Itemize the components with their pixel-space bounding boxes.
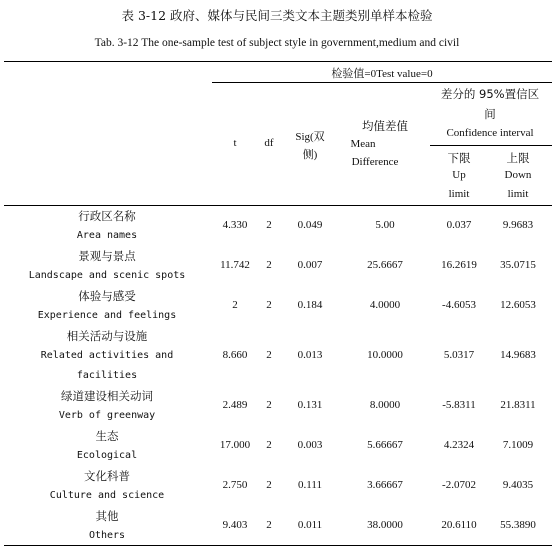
cell-sig: 0.111 bbox=[298, 479, 322, 491]
row-label-en: Landscape and scenic spots bbox=[28, 270, 186, 281]
cell-t: 2 bbox=[232, 299, 238, 311]
row-label-en: Culture and science bbox=[49, 490, 165, 501]
cell-t: 2.750 bbox=[222, 479, 248, 491]
cell-lower: 4.2324 bbox=[443, 439, 475, 451]
cell-sig: 0.013 bbox=[297, 349, 323, 361]
row-label bbox=[4, 386, 210, 426]
mean-header-en2: Difference bbox=[351, 156, 399, 168]
cell-upper: 14.9683 bbox=[500, 349, 536, 361]
cell-mean: 10.0000 bbox=[367, 349, 403, 361]
cell-upper: 35.0715 bbox=[500, 259, 536, 271]
cell-upper: 7.1009 bbox=[502, 439, 534, 451]
cell-mean: 3.66667 bbox=[367, 479, 403, 491]
row-label-cn: 绿道建设相关动词 bbox=[61, 389, 153, 403]
test-value-rule bbox=[212, 82, 552, 83]
cell-upper: 21.8311 bbox=[500, 399, 536, 411]
cell-df: 2 bbox=[266, 299, 272, 311]
mean-header-cn: 均值差值 bbox=[362, 119, 408, 133]
cell-t: 4.330 bbox=[222, 219, 248, 231]
test-value-header: 检验值=0Test value=0 bbox=[331, 68, 433, 80]
lower-header-cn: 下限 bbox=[447, 151, 471, 165]
cell-mean: 4.0000 bbox=[369, 299, 401, 311]
ci-header-en: Confidence interval bbox=[446, 127, 534, 139]
mean-header-en1: Mean bbox=[350, 138, 376, 150]
cell-mean: 5.66667 bbox=[367, 439, 403, 451]
cell-lower: 20.6110 bbox=[441, 519, 477, 531]
row-label-cn: 体验与感受 bbox=[78, 289, 136, 303]
cell-mean: 38.0000 bbox=[367, 519, 403, 531]
row-label bbox=[4, 206, 210, 246]
row-label-cn: 文化科普 bbox=[84, 469, 130, 483]
cell-t: 9.403 bbox=[222, 519, 248, 531]
cell-mean: 25.6667 bbox=[367, 259, 403, 271]
ci-rule bbox=[430, 145, 552, 146]
cell-t: 2.489 bbox=[222, 399, 248, 411]
row-label-cn: 生态 bbox=[95, 429, 119, 443]
cell-t: 17.000 bbox=[219, 439, 251, 451]
row-label bbox=[4, 466, 210, 506]
row-label-en: Others bbox=[88, 530, 126, 541]
row-label-en: Area names bbox=[76, 230, 138, 241]
row-label-cn: 相关活动与设施 bbox=[66, 329, 148, 343]
row-label-en-cont: facilities bbox=[76, 370, 138, 381]
cell-lower: -5.8311 bbox=[442, 399, 476, 411]
top-rule bbox=[4, 61, 552, 62]
row-label-cn: 行政区名称 bbox=[78, 209, 136, 223]
cell-mean: 8.0000 bbox=[369, 399, 401, 411]
row-label-en: Related activities and bbox=[40, 350, 174, 361]
cell-df: 2 bbox=[266, 439, 272, 451]
cell-df: 2 bbox=[266, 399, 272, 411]
sig-header-line1: Sig(双 bbox=[295, 131, 325, 143]
table-title-cn: 表 3-12 政府、媒体与民间三类文本主题类别单样本检验 bbox=[121, 8, 433, 23]
cell-df: 2 bbox=[266, 519, 272, 531]
upper-header-en1: Down bbox=[504, 169, 532, 181]
lower-header-en1: Up bbox=[452, 169, 466, 181]
cell-sig: 0.049 bbox=[297, 219, 323, 231]
cell-upper: 12.6053 bbox=[500, 299, 536, 311]
table-title-en: Tab. 3-12 The one-sample test of subject style in government,medium and civil bbox=[94, 37, 460, 49]
ci-header-cn1: 差分的 95%置信区 bbox=[440, 87, 540, 101]
cell-lower: 5.0317 bbox=[443, 349, 475, 361]
upper-header-en2: limit bbox=[507, 188, 529, 200]
cell-sig: 0.011 bbox=[297, 519, 323, 531]
cell-df: 2 bbox=[266, 219, 272, 231]
cell-upper: 55.3890 bbox=[500, 519, 536, 531]
cell-upper: 9.9683 bbox=[502, 219, 534, 231]
cell-lower: -2.0702 bbox=[442, 479, 476, 491]
row-label-cn: 其他 bbox=[95, 509, 119, 523]
row-label-en: Experience and feelings bbox=[37, 310, 177, 321]
cell-sig: 0.003 bbox=[297, 439, 323, 451]
cell-df: 2 bbox=[266, 479, 272, 491]
row-label bbox=[4, 426, 210, 466]
upper-header-cn: 上限 bbox=[506, 151, 530, 165]
cell-upper: 9.4035 bbox=[502, 479, 534, 491]
cell-t: 8.660 bbox=[222, 349, 248, 361]
cell-df: 2 bbox=[266, 259, 272, 271]
row-label-cn: 景观与景点 bbox=[78, 249, 136, 263]
t-header: t bbox=[233, 137, 237, 149]
cell-sig: 0.131 bbox=[297, 399, 323, 411]
row-label bbox=[4, 326, 210, 386]
df-header: df bbox=[264, 137, 274, 149]
cell-sig: 0.007 bbox=[297, 259, 323, 271]
cell-df: 2 bbox=[266, 349, 272, 361]
cell-t: 11.742 bbox=[220, 259, 250, 271]
cell-lower: 0.037 bbox=[446, 219, 472, 231]
sig-header-line2: 侧) bbox=[302, 149, 318, 161]
cell-lower: -4.6053 bbox=[442, 299, 476, 311]
row-label-en: Verb of greenway bbox=[58, 410, 156, 421]
cell-mean: 5.00 bbox=[375, 219, 395, 231]
row-label bbox=[4, 246, 210, 286]
bottom-rule bbox=[4, 545, 552, 546]
lower-header-en2: limit bbox=[448, 188, 470, 200]
row-label bbox=[4, 286, 210, 326]
row-label bbox=[4, 506, 210, 546]
row-label-en: Ecological bbox=[76, 450, 138, 461]
cell-sig: 0.184 bbox=[297, 299, 323, 311]
ci-header-cn2: 间 bbox=[484, 107, 496, 121]
cell-lower: 16.2619 bbox=[441, 259, 477, 271]
